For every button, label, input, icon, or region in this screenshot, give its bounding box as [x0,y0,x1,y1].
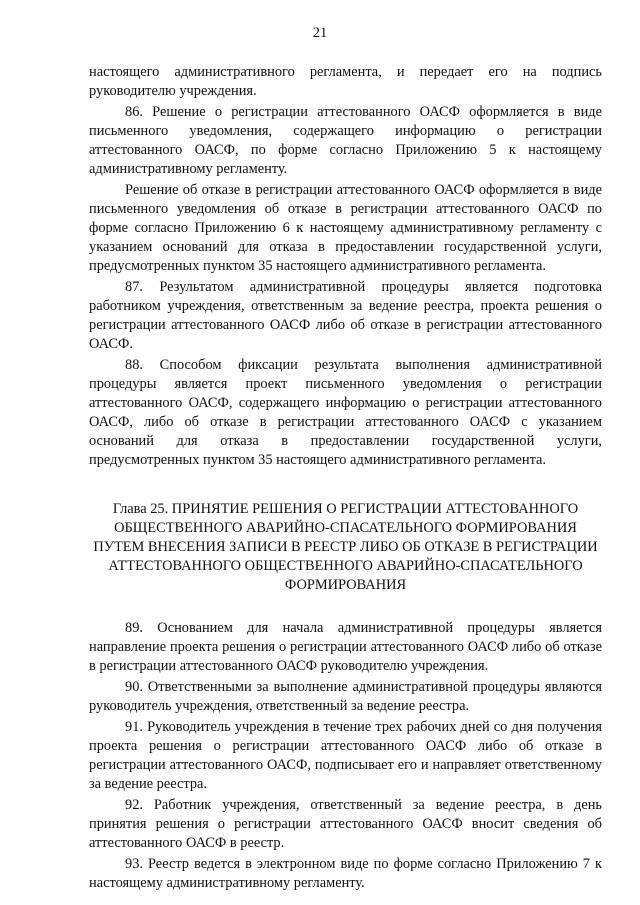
paragraph: 86. Решение о регистрации аттестованного ОАСФ оформляется в виде письменного уведомления, содержащего информацию о регистрации аттестованного ОАСФ, по форме согласно Приложению 5 к настоящему административному регламенту. [89,104,602,177]
page-number: 21 [312,25,328,41]
chapter-heading: Глава 25. ПРИНЯТИЕ РЕШЕНИЯ О РЕГИСТРАЦИИ АТТЕСТОВАННОГО ОБЩЕСТВЕННОГО АВАРИЙНО-СПАСАТЕЛЬНОГО ФОРМИРОВАНИЯ ПУТЕМ ВНЕСЕНИЯ ЗАПИСИ В РЕЕСТР ЛИБО ОБ ОТКАЗЕ В РЕГИСТРАЦИИ АТТЕСТОВАННОГО ОБЩЕСТВЕННОГО АВАРИЙНО-СПАСАТЕЛЬНОГО ФОРМИРОВАНИЯ [93,501,598,593]
paragraph: 90. Ответственными за выполнение административной процедуры являются руководитель учреждения, ответственный за ведение реестра. [89,679,602,714]
paragraph: 87. Результатом административной процедуры является подготовка работником учреждения, ответственным за ведение реестра, проекта решения о регистрации аттестованного ОАСФ либо об отказе в регистрации аттестованного ОАСФ. [89,279,602,352]
paragraph: 88. Способом фиксации результата выполнения административной процедуры является проект письменного уведомления о регистрации аттестованного ОАСФ, содержащего информацию о регистрации аттестованного ОАСФ, либо об отказе в регистрации аттестованного ОАСФ с указанием оснований для отказа в предоставлении государственной услуги, предусмотренных пунктом 35 настоящего административного регламента. [89,357,602,468]
paragraph: 91. Руководитель учреждения в течение трех рабочих дней со дня получения проекта решения о регистрации аттестованного ОАСФ либо об отказе в регистрации аттестованного ОАСФ, подписывает его и направляет ответственному за ведение реестра. [89,719,602,792]
paragraph: 92. Работник учреждения, ответственный за ведение реестра, в день принятия решения о регистрации аттестованного ОАСФ вносит сведения об аттестованного ОАСФ в реестр. [89,797,602,851]
paragraph: 93. Реестр ведется в электронном виде по форме согласно Приложению 7 к настоящему административному регламенту. [89,856,602,891]
paragraph: Решение об отказе в регистрации аттестованного ОАСФ оформляется в виде письменного уведомления об отказе в регистрации аттестованного ОАСФ по форме согласно Приложению 6 к настоящему административному регламенту с указанием оснований для отказа в предоставлении государственной услуги, предусмотренных пунктом 35 настоящего административного регламента. [89,182,602,274]
paragraph: 89. Основанием для начала административной процедуры является направление проекта решения о регистрации аттестованного ОАСФ либо об отказе в регистрации аттестованного ОАСФ руководителю учреждения. [89,620,602,674]
paragraph: настоящего административного регламента, и передает его на подпись руководителю учреждения. [89,64,602,99]
document-body [89,63,602,895]
